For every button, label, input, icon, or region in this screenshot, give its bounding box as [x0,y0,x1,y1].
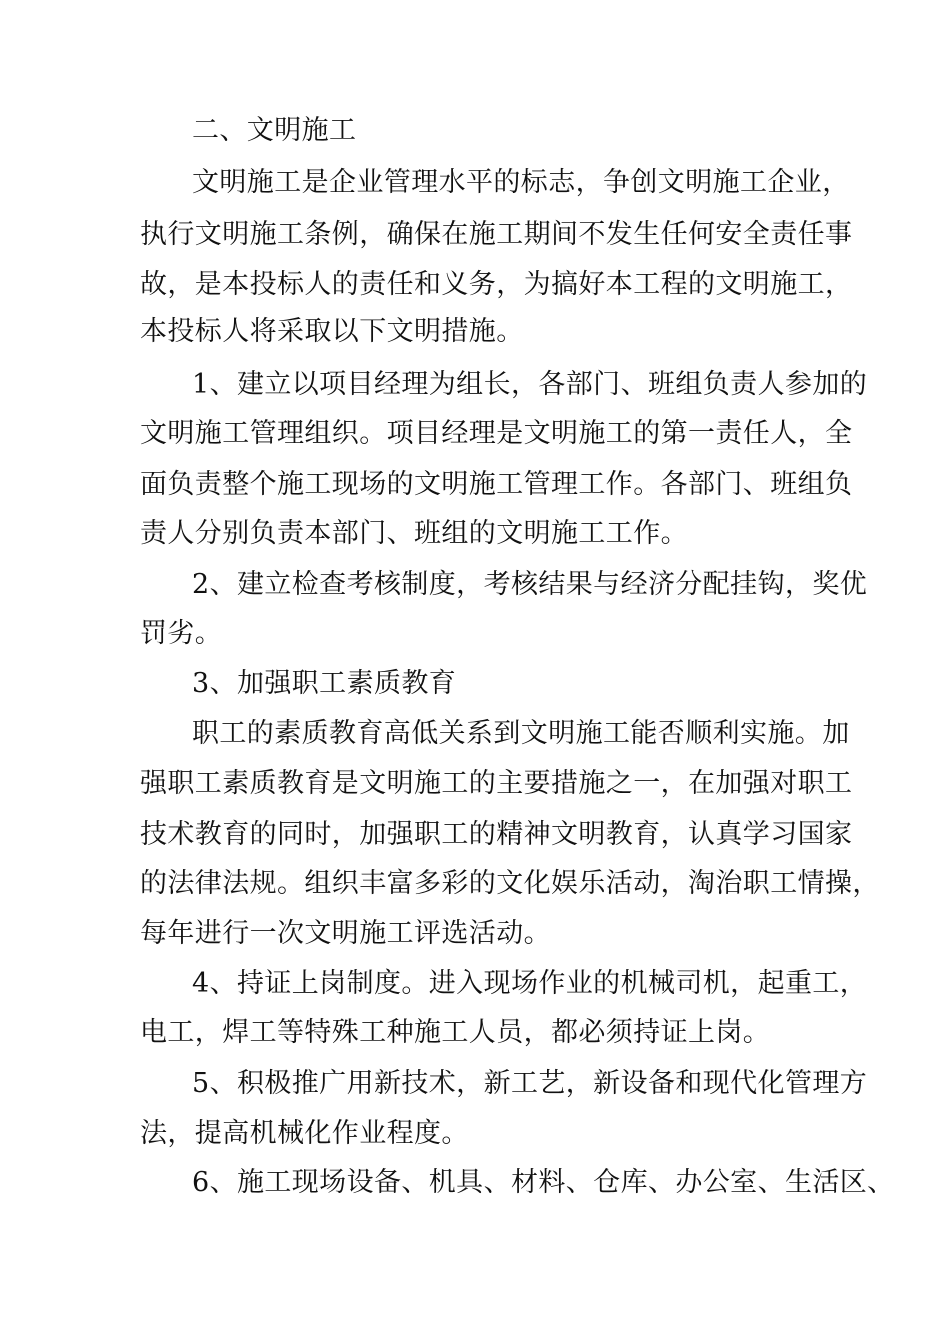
paragraph-line: 的法律法规。组织丰富多彩的文化娱乐活动，淘治职工情操， [140,868,880,899]
section-heading: 二、文明施工 [192,115,357,146]
paragraph-line: 4、持证上岗制度。进入现场作业的机械司机，起重工， [192,968,868,999]
paragraph-line: 执行文明施工条例，确保在施工期间不发生任何安全责任事 [140,219,853,250]
paragraph-line: 每年进行一次文明施工评选活动。 [140,918,551,949]
paragraph-line: 2、建立检查考核制度，考核结果与经济分配挂钩，奖优 [192,569,868,600]
paragraph-line: 1、建立以项目经理为组长，各部门、班组负责人参加的 [192,369,868,400]
paragraph-line: 电工，焊工等特殊工种施工人员，都必须持证上岗。 [140,1017,771,1048]
paragraph-line: 法，提高机械化作业程度。 [140,1118,469,1149]
paragraph-line: 文明施工是企业管理水平的标志，争创文明施工企业， [192,167,850,198]
paragraph-line: 本投标人将采取以下文明措施。 [140,316,524,347]
paragraph-line: 6、施工现场设备、机具、材料、仓库、办公室、生活区、 [192,1167,895,1198]
paragraph-line: 强职工素质教育是文明施工的主要措施之一，在加强对职工 [140,768,853,799]
paragraph-line: 文明施工管理组织。项目经理是文明施工的第一责任人，全 [140,418,853,449]
paragraph-line: 面负责整个施工现场的文明施工管理工作。各部门、班组负 [140,469,853,500]
paragraph-line: 罚劣。 [140,618,223,649]
paragraph-line: 3、加强职工素质教育 [192,668,457,699]
paragraph-line: 职工的素质教育高低关系到文明施工能否顺利实施。加 [192,718,850,749]
paragraph-line: 技术教育的同时，加强职工的精神文明教育，认真学习国家 [140,819,853,850]
paragraph-line: 故，是本投标人的责任和义务，为搞好本工程的文明施工， [140,269,853,300]
paragraph-line: 5、积极推广用新技术，新工艺，新设备和现代化管理方 [192,1068,868,1099]
paragraph-line: 责人分别负责本部门、班组的文明施工工作。 [140,518,688,549]
